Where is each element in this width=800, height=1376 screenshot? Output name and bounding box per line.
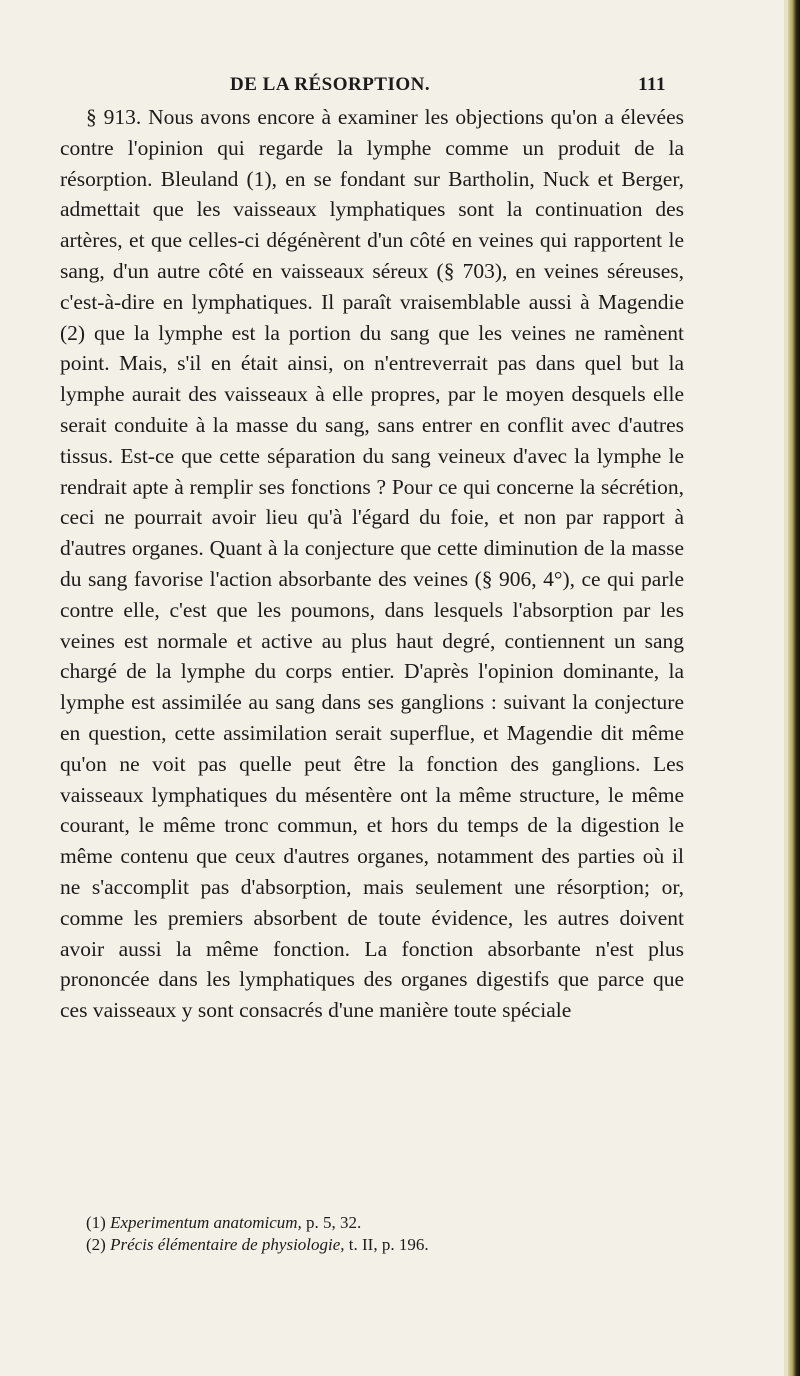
footnote-title: Experimentum anatomicum, (110, 1213, 302, 1232)
body-text (60, 102, 684, 1026)
footnote-ref: t. II, p. 196. (348, 1235, 429, 1254)
footnote-mark: (2) (86, 1235, 106, 1254)
paragraph: § 913. Nous avons encore à examiner les objections qu'on a élevées contre l'opinion qui regarde la lymphe comme un produit de la résorption. Bleuland (1), en se fondant sur Bartholin, Nuck et Berger, admettait que les vaisseaux lymphatiques sont la continuation des artères, et que celles-ci dégénèrent d'un côté en veines qui rapportent le sang, d'un autre côté en vaisseaux séreux (§ 703), en veines séreuses, c'est-à-dire en lymphatiques. Il paraît vraisemblable aussi à Magendie (2) que la lymphe est la portion du sang que les veines ne ramènent point. Mais, s'il en était ainsi, on n'entreverrait pas dans quel but la lymphe aurait des vaisseaux à elle propres, par le moyen desquels elle serait conduite à la masse du sang, sans entrer en conflit avec d'autres tissus. Est-ce que cette séparation du sang veineux d'avec la lymphe le rendrait apte à remplir ses fonctions ? Pour ce qui concerne la sécrétion, ceci ne pourrait avoir lieu qu'à l'égard du foie, et non par rapport à d'autres organes. Quant à la conjecture que cette diminution de la masse du sang favorise l'action absorbante des veines (§ 906, 4°), ce qui parle contre elle, c'est que les poumons, dans lesquels l'absorption par les veines est normale et active au plus haut degré, contiennent un sang chargé de la lymphe du corps entier. D'après l'opinion dominante, la lymphe est assimilée au sang dans ses ganglions : suivant la conjecture en question, cette assimilation serait superflue, et Magendie dit même qu'on ne voit pas quelle peut être la fonction des ganglions. Les vaisseaux lymphatiques du mésentère ont la même structure, le même courant, le même tronc commun, et hors du temps de la digestion le même contenu que ceux d'autres organes, notamment des parties où il ne s'accomplit pas d'absorption, mais seulement une résorption; or, comme les premiers absorbent de toute évidence, les autres doivent avoir aussi la même fonction. La fonction absorbante n'est plus prononcée dans les lymphatiques des organes digestifs que parce que ces vaisseaux y sont consacrés d'une manière toute spéciale (60, 105, 684, 1023)
footnote-mark: (1) (86, 1213, 106, 1232)
footnote-2 (86, 1234, 686, 1256)
footnotes (86, 1212, 686, 1256)
footnote-ref: p. 5, 32. (306, 1213, 362, 1232)
page-header (230, 74, 666, 100)
running-head: DE LA RÉSORPTION. (230, 74, 431, 95)
footnote-title: Précis élémentaire de physiologie, (110, 1235, 345, 1254)
book-edge (788, 0, 800, 1376)
page-number: 111 (638, 74, 666, 95)
footnote-1 (86, 1212, 686, 1234)
